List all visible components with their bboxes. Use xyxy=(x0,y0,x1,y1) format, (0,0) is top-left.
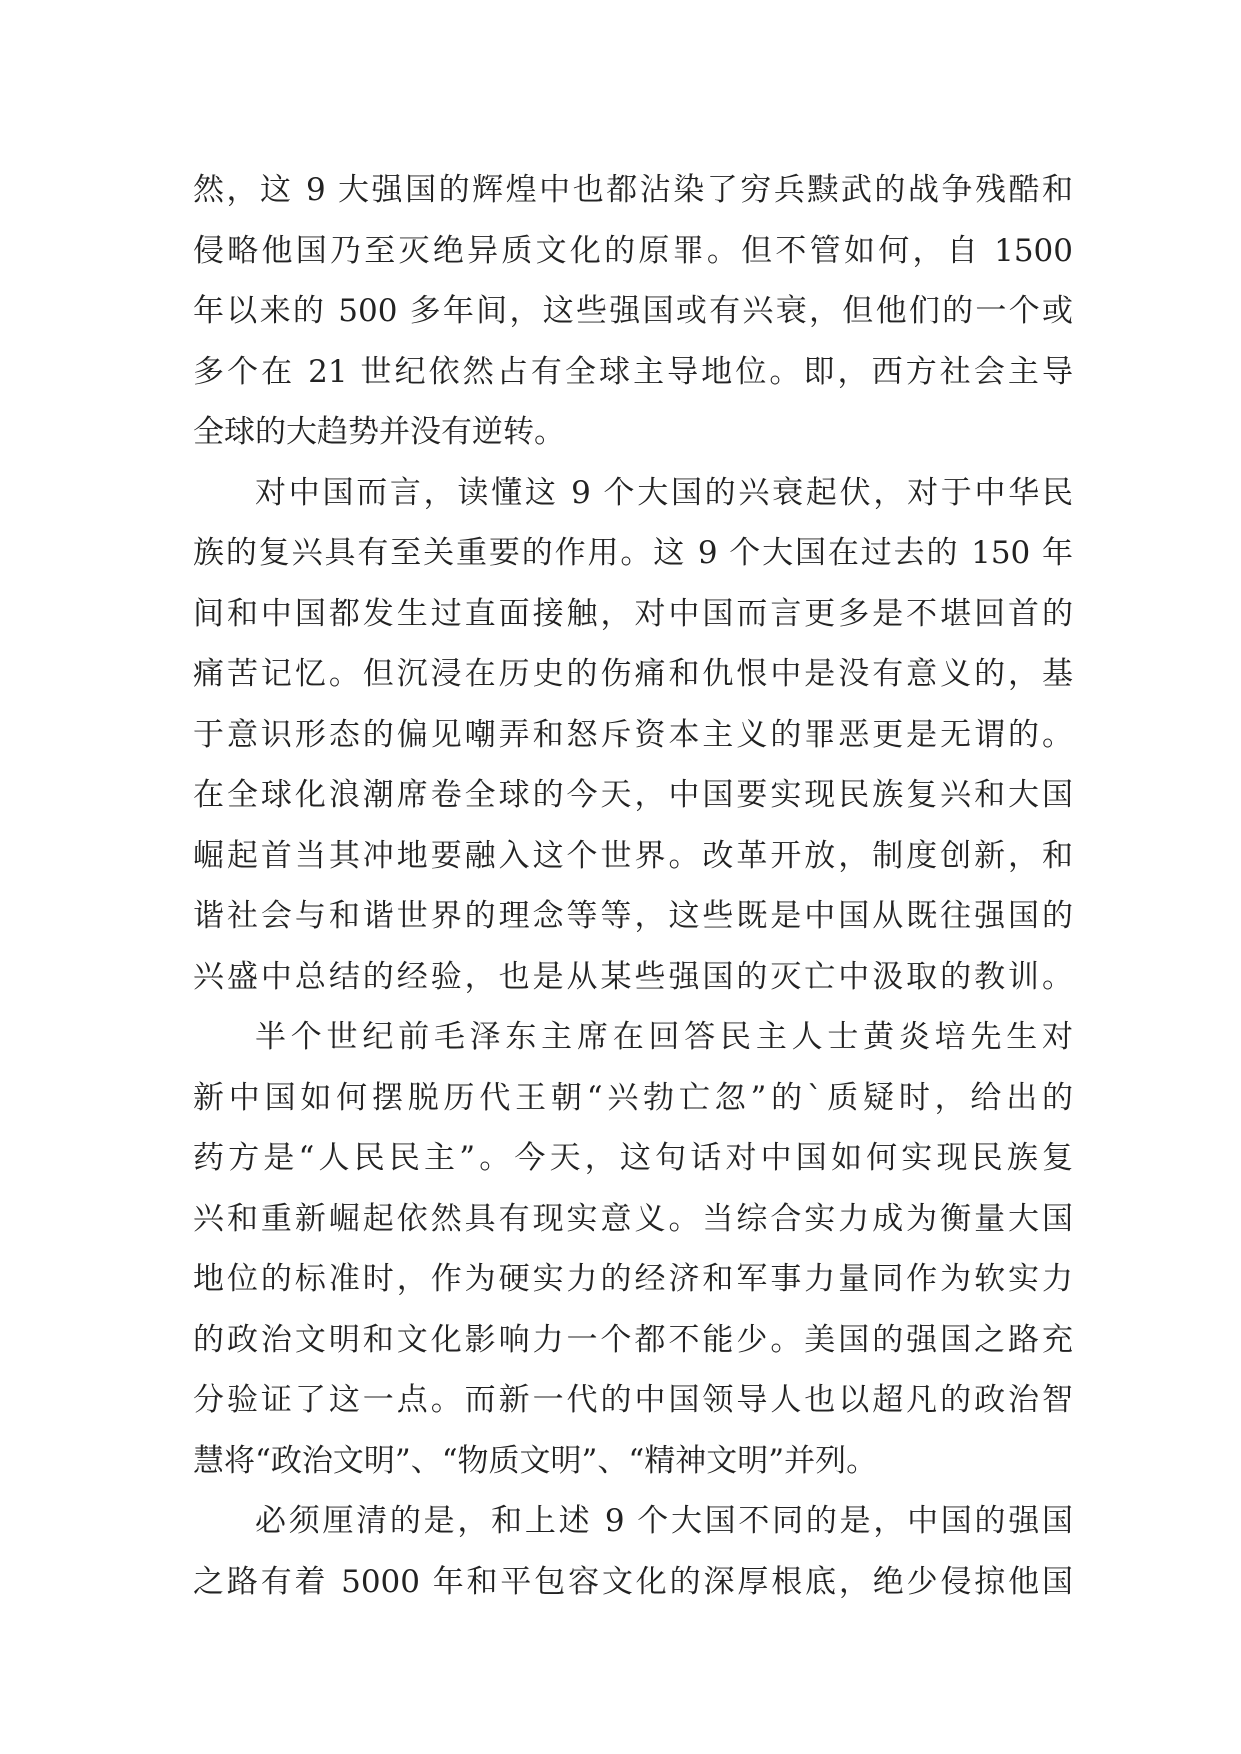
text-line: 多个在 21 世纪依然占有全球主导地位。即，西方社会主导 xyxy=(193,353,1073,390)
text-line: 族的复兴具有至关重要的作用。这 9 个大国在过去的 150 年 xyxy=(193,535,1073,571)
text-line: 崛起首当其冲地要融入这个世界。改革开放，制度创新，和 xyxy=(193,837,1073,874)
paragraph-first-line: 必须厘清的是，和上述 9 个大国不同的是，中国的强国 xyxy=(255,1503,1073,1539)
text-line: 谐社会与和谐世界的理念等等，这些既是中国从既往强国的 xyxy=(193,898,1073,934)
text-line: 在全球化浪潮席卷全球的今天，中国要实现民族复兴和大国 xyxy=(193,777,1073,813)
text-line: 兴和重新崛起依然具有现实意义。当综合实力成为衡量大国 xyxy=(193,1200,1073,1237)
text-line: 侵略他国乃至灭绝异质文化的原罪。但不管如何，自 1500 xyxy=(193,232,1073,269)
paragraph-first-line: 对中国而言，读懂这 9 个大国的兴衰起伏，对于中华民 xyxy=(255,474,1073,511)
text-line: 慧将“政治文明”、“物质文明”、“精神文明”并列。 xyxy=(193,1442,878,1479)
text-line: 分验证了这一点。而新一代的中国领导人也以超凡的政治智 xyxy=(193,1382,1073,1418)
text-line: 然，这 9 大强国的辉煌中也都沾染了穷兵黩武的战争残酷和 xyxy=(193,172,1073,208)
text-line: 之路有着 5000 年和平包容文化的深厚根底，绝少侵掠他国 xyxy=(193,1563,1073,1600)
body-text xyxy=(193,160,1073,1612)
text-line: 全球的大趋势并没有逆转。 xyxy=(193,414,565,450)
text-line: 痛苦记忆。但沉浸在历史的伤痛和仇恨中是没有意义的，基 xyxy=(193,656,1073,692)
text-line: 兴盛中总结的经验，也是从某些强国的灭亡中汲取的教训。 xyxy=(193,958,1073,995)
paragraph-first-line: 半个世纪前毛泽东主席在回答民主人士黄炎培先生对 xyxy=(255,1019,1073,1055)
text-line: 的政治文明和文化影响力一个都不能少。美国的强国之路充 xyxy=(193,1321,1073,1358)
text-line: 地位的标准时，作为硬实力的经济和军事力量同作为软实力 xyxy=(193,1261,1073,1297)
text-line: 间和中国都发生过直面接触，对中国而言更多是不堪回首的 xyxy=(193,595,1073,632)
text-line: 新中国如何摆脱历代王朝“兴勃亡忽”的`质疑时，给出的 xyxy=(193,1079,1073,1116)
text-line: 年以来的 500 多年间，这些强国或有兴衰，但他们的一个或 xyxy=(193,293,1073,329)
text-line: 于意识形态的偏见嘲弄和怒斥资本主义的罪恶更是无谓的。 xyxy=(193,716,1073,753)
text-line: 药方是“人民民主”。今天，这句话对中国如何实现民族复 xyxy=(193,1140,1073,1176)
